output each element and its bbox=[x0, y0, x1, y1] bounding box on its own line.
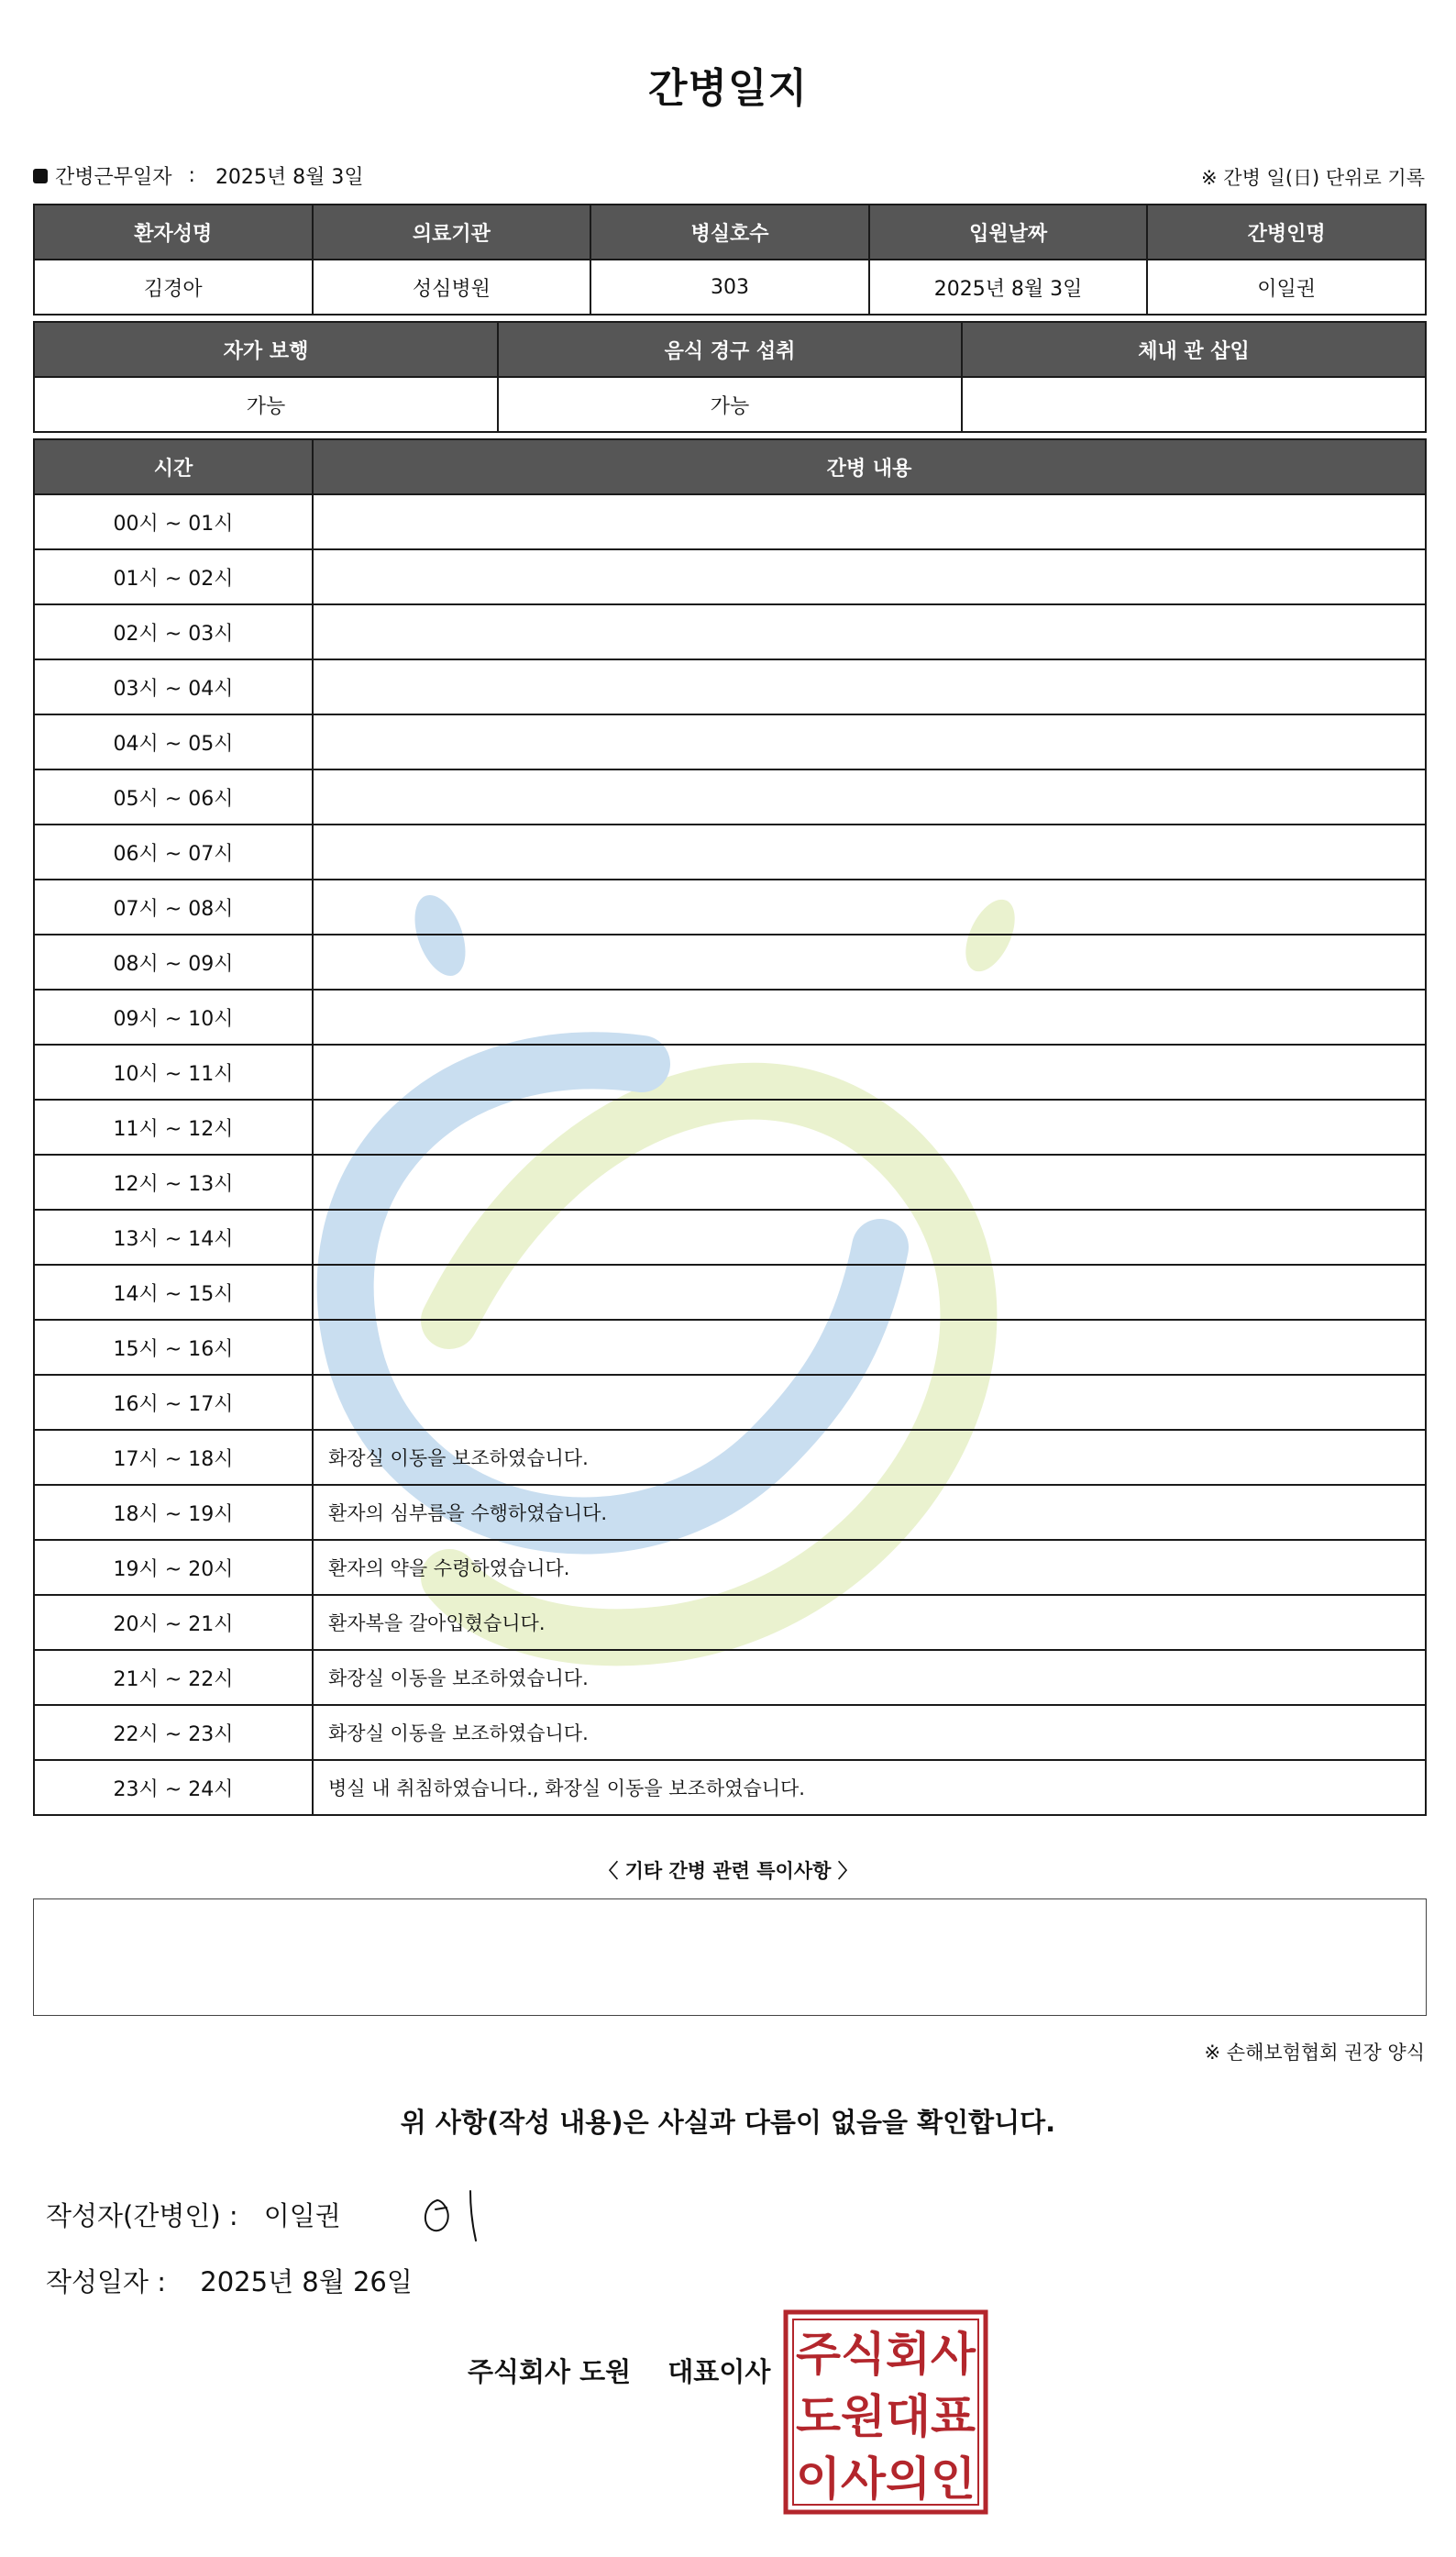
care-log-row bbox=[34, 1705, 1426, 1760]
care-log-row bbox=[34, 825, 1426, 880]
care-log-content bbox=[313, 604, 1426, 659]
written-date-value: 2025년 8월 26일 bbox=[200, 2266, 413, 2297]
header-oral-intake: 음식 경구 섭취 bbox=[498, 322, 962, 377]
care-log-time: 20시 ~ 21시 bbox=[34, 1595, 313, 1650]
care-log-content bbox=[313, 1375, 1426, 1430]
care-log-time: 06시 ~ 07시 bbox=[34, 825, 313, 880]
page-title: 간병일지 bbox=[647, 65, 808, 112]
care-log-time: 02시 ~ 03시 bbox=[34, 604, 313, 659]
confirmation-statement: 위 사항(작성 내용)은 사실과 다름이 없음을 확인합니다. bbox=[400, 2107, 1056, 2138]
care-log-row bbox=[34, 769, 1426, 825]
remarks-label: 〈 기타 간병 관련 특이사항 〉 bbox=[599, 1860, 857, 1882]
care-log-time: 17시 ~ 18시 bbox=[34, 1430, 313, 1485]
care-log-content: 병실 내 취침하였습니다., 화장실 이동을 보조하였습니다. bbox=[313, 1760, 1426, 1815]
care-log-row bbox=[34, 1265, 1426, 1320]
care-log-row bbox=[34, 990, 1426, 1045]
care-log-row bbox=[34, 1155, 1426, 1210]
status-header-row bbox=[34, 322, 1426, 377]
care-log-row bbox=[34, 1100, 1426, 1155]
header-hospital: 의료기관 bbox=[313, 205, 591, 260]
care-log-content: 환자의 심부름을 수행하였습니다. bbox=[313, 1485, 1426, 1540]
care-log-time: 14시 ~ 15시 bbox=[34, 1265, 313, 1320]
care-log-row bbox=[34, 1540, 1426, 1595]
header-care-content: 간병 내용 bbox=[313, 439, 1426, 494]
care-log-time: 12시 ~ 13시 bbox=[34, 1155, 313, 1210]
care-log-content bbox=[313, 769, 1426, 825]
patient-info-table bbox=[33, 204, 1427, 315]
patient-status-table bbox=[33, 321, 1427, 433]
care-log-header-row bbox=[34, 439, 1426, 494]
care-log-row bbox=[34, 1760, 1426, 1815]
care-log-content bbox=[313, 880, 1426, 935]
care-log-row bbox=[34, 494, 1426, 549]
care-log-content bbox=[313, 1265, 1426, 1320]
value-caregiver-name: 이일권 bbox=[1147, 260, 1426, 315]
care-log-row bbox=[34, 1210, 1426, 1265]
value-tube-insertion bbox=[962, 377, 1426, 432]
care-log-time: 00시 ~ 01시 bbox=[34, 494, 313, 549]
care-log-time: 08시 ~ 09시 bbox=[34, 935, 313, 990]
care-log-time: 15시 ~ 16시 bbox=[34, 1320, 313, 1375]
remarks-box bbox=[33, 1898, 1427, 2016]
record-note: ※ 간병 일(日) 단위로 기록 bbox=[1201, 167, 1425, 189]
care-log-time: 16시 ~ 17시 bbox=[34, 1375, 313, 1430]
header-time: 시간 bbox=[34, 439, 313, 494]
care-log-content: 화장실 이동을 보조하였습니다. bbox=[313, 1650, 1426, 1705]
work-date-value: 2025년 8월 3일 bbox=[215, 166, 364, 189]
care-log-content bbox=[313, 659, 1426, 714]
care-log-time: 10시 ~ 11시 bbox=[34, 1045, 313, 1100]
care-log-content bbox=[313, 1045, 1426, 1100]
written-date-row bbox=[46, 2262, 413, 2299]
written-date-label: 작성일자 : bbox=[46, 2266, 167, 2297]
seal-text-line: 이사의인 bbox=[796, 2452, 976, 2506]
care-log-time: 07시 ~ 08시 bbox=[34, 880, 313, 935]
care-log-time: 09시 ~ 10시 bbox=[34, 990, 313, 1045]
care-log-row bbox=[34, 659, 1426, 714]
company-signoff bbox=[468, 2352, 770, 2389]
care-log-content bbox=[313, 1100, 1426, 1155]
company-name: 주식회사 도원 bbox=[468, 2356, 632, 2387]
care-log-content: 환자복을 갈아입혔습니다. bbox=[313, 1595, 1426, 1650]
header-self-walking: 자가 보행 bbox=[34, 322, 498, 377]
care-log-content bbox=[313, 494, 1426, 549]
care-log-content bbox=[313, 714, 1426, 769]
care-log-row bbox=[34, 1375, 1426, 1430]
care-log-table bbox=[33, 438, 1427, 1816]
writer-label: 작성자(간병인) : bbox=[46, 2200, 238, 2231]
value-self-walking: 가능 bbox=[34, 377, 498, 432]
care-log-body bbox=[34, 494, 1426, 1815]
care-log-time: 19시 ~ 20시 bbox=[34, 1540, 313, 1595]
seal-text-line: 도원대표 bbox=[796, 2390, 976, 2443]
company-seal-stamp bbox=[783, 2309, 988, 2515]
care-log-content bbox=[313, 1210, 1426, 1265]
care-log-time: 11시 ~ 12시 bbox=[34, 1100, 313, 1155]
header-patient-name: 환자성명 bbox=[34, 205, 313, 260]
care-log-content: 환자의 약을 수령하였습니다. bbox=[313, 1540, 1426, 1595]
value-room-number: 303 bbox=[590, 260, 869, 315]
care-log-content: 화장실 이동을 보조하였습니다. bbox=[313, 1705, 1426, 1760]
care-log-time: 18시 ~ 19시 bbox=[34, 1485, 313, 1540]
patient-info-value-row bbox=[34, 260, 1426, 315]
care-log-content: 화장실 이동을 보조하였습니다. bbox=[313, 1430, 1426, 1485]
header-room-number: 병실호수 bbox=[590, 205, 869, 260]
care-log-time: 05시 ~ 06시 bbox=[34, 769, 313, 825]
care-log-row bbox=[34, 1430, 1426, 1485]
value-patient-name: 김경아 bbox=[34, 260, 313, 315]
value-admission-date: 2025년 8월 3일 bbox=[869, 260, 1148, 315]
care-log-row bbox=[34, 604, 1426, 659]
care-log-time: 03시 ~ 04시 bbox=[34, 659, 313, 714]
care-log-row bbox=[34, 1045, 1426, 1100]
writer-row bbox=[46, 2196, 341, 2233]
care-log-content bbox=[313, 990, 1426, 1045]
value-hospital: 성심병원 bbox=[313, 260, 591, 315]
care-log-content bbox=[313, 549, 1426, 604]
seal-text-line: 주식회사 bbox=[796, 2328, 976, 2381]
care-log-row bbox=[34, 1485, 1426, 1540]
source-note: ※ 손해보험협회 권장 양식 bbox=[1204, 2042, 1425, 2064]
header-caregiver-name: 간병인명 bbox=[1147, 205, 1426, 260]
header-tube-insertion: 체내 관 삽입 bbox=[962, 322, 1426, 377]
care-log-row bbox=[34, 549, 1426, 604]
work-date-row bbox=[33, 161, 364, 190]
writer-value: 이일권 bbox=[263, 2200, 341, 2231]
care-log-time: 21시 ~ 22시 bbox=[34, 1650, 313, 1705]
handwritten-signature bbox=[417, 2187, 491, 2242]
company-title: 대표이사 bbox=[667, 2356, 771, 2387]
care-log-row bbox=[34, 1595, 1426, 1650]
care-log-content bbox=[313, 825, 1426, 880]
work-date-separator: : bbox=[188, 164, 195, 187]
square-bullet-icon bbox=[33, 169, 48, 183]
work-date-label: 간병근무일자 bbox=[55, 166, 172, 189]
care-log-content bbox=[313, 1155, 1426, 1210]
care-log-row bbox=[34, 714, 1426, 769]
care-log-row bbox=[34, 935, 1426, 990]
patient-info-header-row bbox=[34, 205, 1426, 260]
care-log-time: 13시 ~ 14시 bbox=[34, 1210, 313, 1265]
status-value-row bbox=[34, 377, 1426, 432]
care-log-time: 22시 ~ 23시 bbox=[34, 1705, 313, 1760]
care-log-row bbox=[34, 880, 1426, 935]
care-log-time: 23시 ~ 24시 bbox=[34, 1760, 313, 1815]
care-log-row bbox=[34, 1320, 1426, 1375]
value-oral-intake: 가능 bbox=[498, 377, 962, 432]
care-log-time: 04시 ~ 05시 bbox=[34, 714, 313, 769]
header-admission-date: 입원날짜 bbox=[869, 205, 1148, 260]
care-log-content bbox=[313, 935, 1426, 990]
care-log-row bbox=[34, 1650, 1426, 1705]
care-log-time: 01시 ~ 02시 bbox=[34, 549, 313, 604]
care-log-content bbox=[313, 1320, 1426, 1375]
